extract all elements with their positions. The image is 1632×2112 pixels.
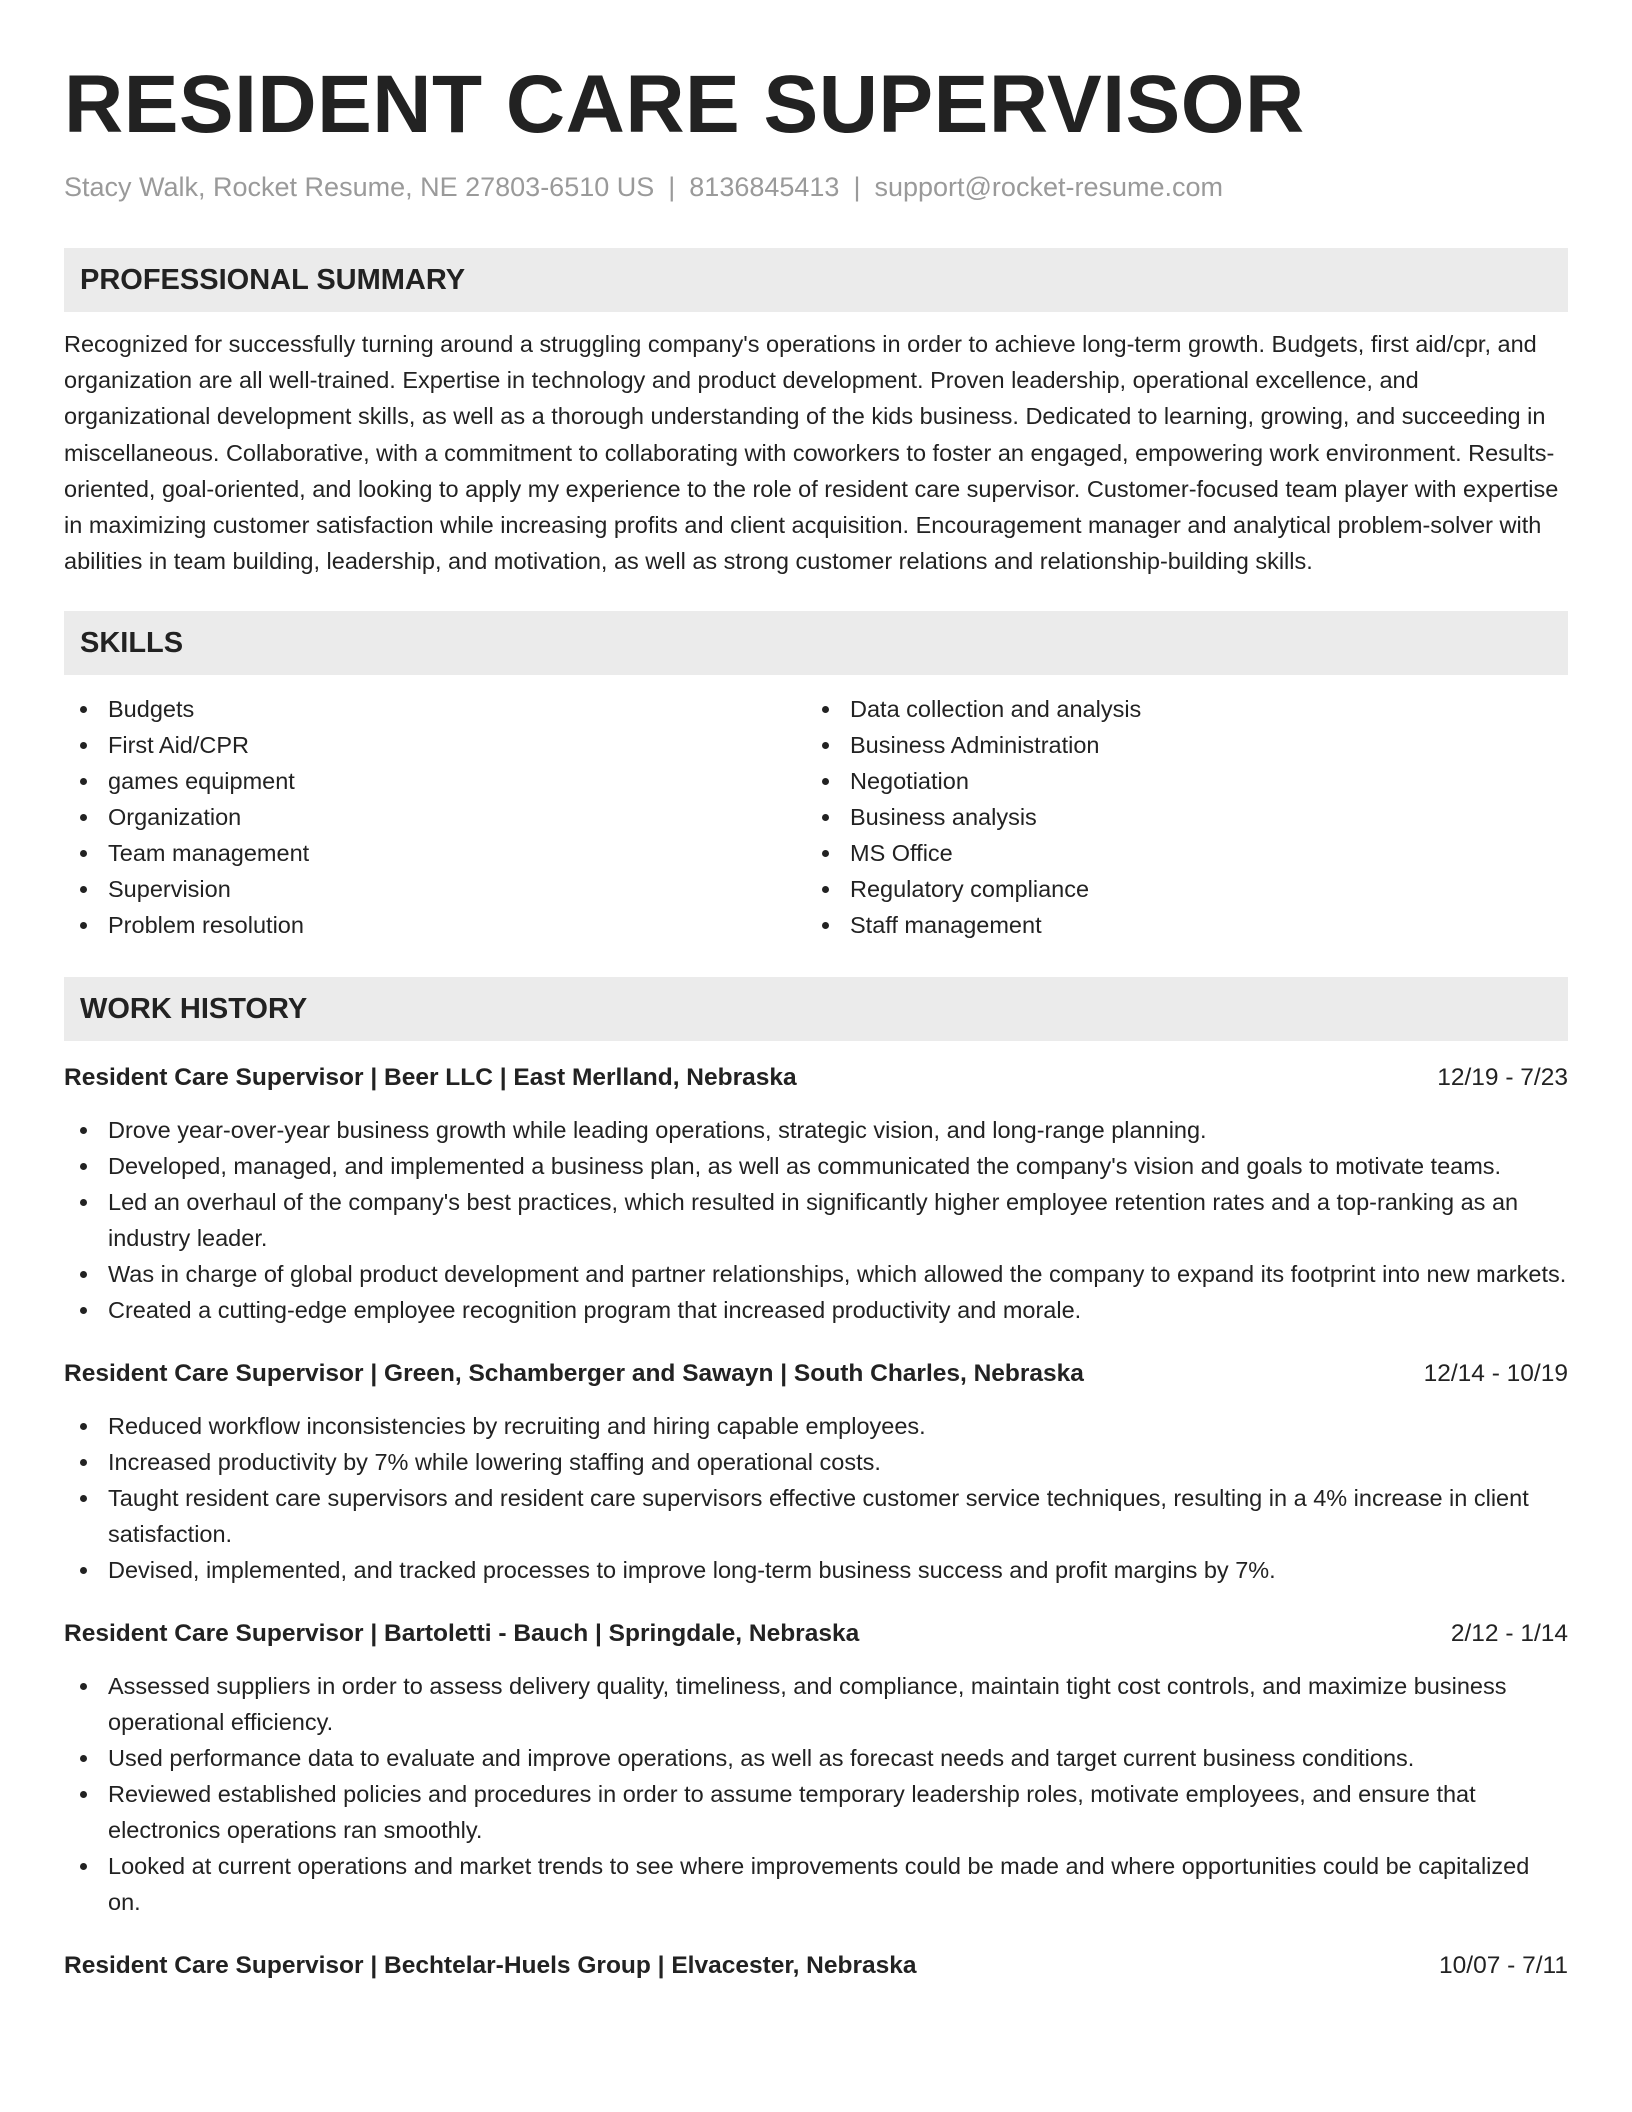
job-bullet: Drove year-over-year business growth while leading operations, strategic vision, and long-range planning.: [64, 1112, 1568, 1148]
job-entry: [64, 1357, 1568, 1588]
contact-email[interactable]: support@rocket-resume.com: [874, 172, 1223, 202]
job-dates: 10/07 - 7/11: [1439, 1952, 1568, 1980]
job-bullet: Assessed suppliers in order to assess delivery quality, timeliness, and compliance, maintain tight cost controls, and maximize business operational efficiency.: [64, 1668, 1568, 1740]
job-dates: 12/14 - 10/19: [1423, 1360, 1568, 1388]
contact-separator: |: [668, 172, 676, 202]
skill-item: Supervision: [64, 871, 806, 907]
job-bullet: Used performance data to evaluate and improve operations, as well as forecast needs and target current business conditions.: [64, 1740, 1568, 1776]
job-header: [64, 1061, 1568, 1095]
skill-item: Negotiation: [806, 763, 1568, 799]
job-bullet: Led an overhaul of the company's best practices, which resulted in significantly higher employee retention rates and a top-ranking as an industry leader.: [64, 1184, 1568, 1256]
skill-item: Team management: [64, 835, 806, 871]
job-entry: [64, 1061, 1568, 1328]
job-bullet: Was in charge of global product development and partner relationships, which allowed the company to expand its footprint into new markets.: [64, 1256, 1568, 1292]
job-bullet: Looked at current operations and market trends to see where improvements could be made and where opportunities could be capitalized on.: [64, 1848, 1568, 1920]
job-bullet: Created a cutting-edge employee recognition program that increased productivity and morale.: [64, 1292, 1568, 1328]
job-bullets: [64, 1112, 1568, 1328]
job-bullet: Taught resident care supervisors and resident care supervisors effective customer service techniques, resulting in a 4% increase in client satisfaction.: [64, 1480, 1568, 1552]
job-header: [64, 1357, 1568, 1391]
job-title: Resident Care Supervisor | Green, Schamberger and Sawayn | South Charles, Nebraska: [64, 1360, 1084, 1388]
job-bullet: Developed, managed, and implemented a business plan, as well as communicated the company's vision and goals to motivate teams.: [64, 1148, 1568, 1184]
job-bullet: Reviewed established policies and procedures in order to assume temporary leadership roles, motivate employees, and ensure that electronics operations ran smoothly.: [64, 1776, 1568, 1848]
job-dates: 2/12 - 1/14: [1450, 1620, 1568, 1648]
job-title: Resident Care Supervisor | Bechtelar-Huels Group | Elvacester, Nebraska: [64, 1952, 917, 1980]
skill-item: MS Office: [806, 835, 1568, 871]
job-bullet: Increased productivity by 7% while lowering staffing and operational costs.: [64, 1444, 1568, 1480]
skills-list-left: [64, 691, 806, 943]
job-header: [64, 1617, 1568, 1651]
skill-item: Regulatory compliance: [806, 871, 1568, 907]
contact-separator: |: [853, 172, 861, 202]
skill-item: Problem resolution: [64, 907, 806, 943]
skill-item: Business Administration: [806, 727, 1568, 763]
skill-item: Budgets: [64, 691, 806, 727]
summary-text: Recognized for successfully turning around a struggling company's operations in order to achieve long-term growth. Budgets, first aid/cpr, and organization are all well-trained. Expertise in technology and product development. Proven leadership, operational excellence, and organizational development skills, as well as a thorough understanding of the kids business. Dedicated to learning, growing, and succeeding in miscellaneous. Collaborative, with a commitment to collaborating with coworkers to foster an engaged, empowering work environment. Results-oriented, goal-oriented, and looking to apply my experience to the role of resident care supervisor. Customer-focused team player with expertise in maximizing customer satisfaction while increasing profits and client acquisition. Encouragement manager and analytical problem-solver with abilities in team building, leadership, and motivation, as well as strong customer relations and relationship-building skills.: [64, 331, 1559, 575]
job-title: Resident Care Supervisor | Beer LLC | East Merlland, Nebraska: [64, 1064, 797, 1092]
job-title: Resident Care Supervisor | Bartoletti - Bauch | Springdale, Nebraska: [64, 1620, 860, 1648]
contact-phone: 8136845413: [689, 172, 840, 202]
skill-item: Data collection and analysis: [806, 691, 1568, 727]
job-bullets: [64, 1408, 1568, 1588]
job-bullet: Devised, implemented, and tracked processes to improve long-term business success and profit margins by 7%.: [64, 1552, 1568, 1588]
section-header-summary: PROFESSIONAL SUMMARY: [64, 248, 1568, 312]
skill-item: First Aid/CPR: [64, 727, 806, 763]
skill-item: games equipment: [64, 763, 806, 799]
section-header-work-history: WORK HISTORY: [64, 977, 1568, 1041]
skills-list-right: [806, 691, 1568, 943]
job-bullet: Reduced workflow inconsistencies by recruiting and hiring capable employees.: [64, 1408, 1568, 1444]
skills-columns: [64, 691, 1568, 943]
job-dates: 12/19 - 7/23: [1437, 1064, 1568, 1092]
job-entry: [64, 1949, 1568, 1983]
resume-title: RESIDENT CARE SUPERVISOR: [64, 59, 1305, 150]
skill-item: Staff management: [806, 907, 1568, 943]
skill-item: Organization: [64, 799, 806, 835]
job-bullets: [64, 1668, 1568, 1920]
job-header: [64, 1949, 1568, 1983]
contact-address: Stacy Walk, Rocket Resume, NE 27803-6510 US: [64, 172, 655, 202]
job-entry: [64, 1617, 1568, 1920]
section-header-skills: SKILLS: [64, 611, 1568, 675]
contact-line: [64, 170, 1568, 204]
skill-item: Business analysis: [806, 799, 1568, 835]
